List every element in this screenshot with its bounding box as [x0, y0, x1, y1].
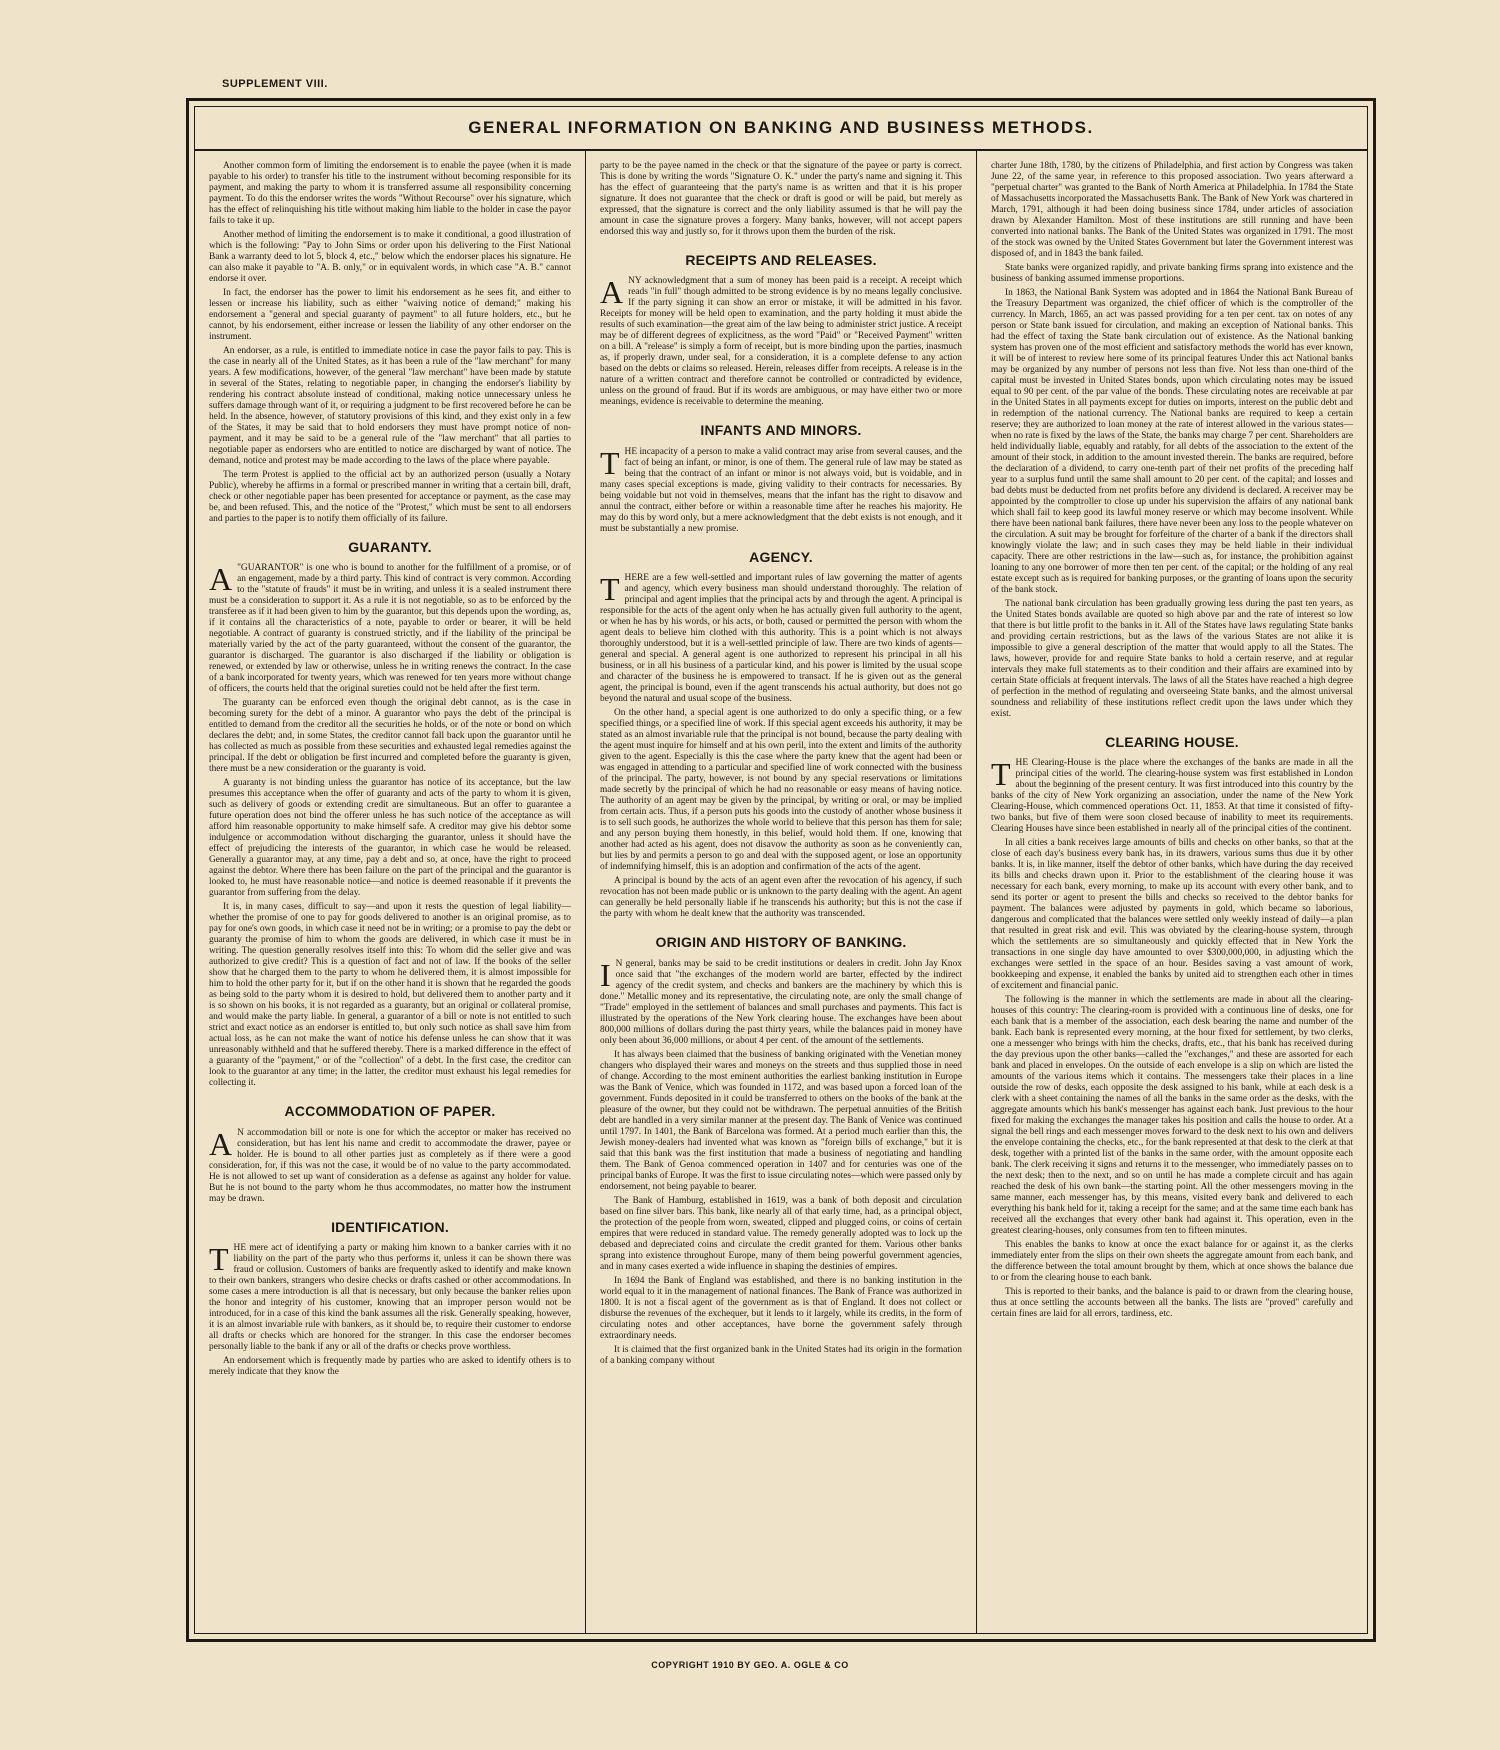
paragraph [209, 1243, 571, 1353]
supplement-label: SUPPLEMENT VIII. [222, 78, 328, 90]
paragraph: It is claimed that the first organized bank in the United States had its origin in the formation of a banking company without [600, 1344, 962, 1366]
paragraph-text: HE Clearing-House is the place where the exchanges of the banks are made in all the principal cities of the world. The clearing-house system was first established in London about the beginning of the present century. It was first introduced into this country by the banks of the city of New York organizing an association, under the name of the New York Clearing-House, which commenced operations Oct. 11, 1853. At that time it consisted of fifty-two banks, but five of them were soon closed because of inability to meet its requirements. Clearing Houses have since been established in nearly all of the principal cities of the continent. [991, 758, 1353, 835]
drop-cap: T [600, 444, 620, 481]
paragraph: party to be the payee named in the check or that the signature of the payee or party is correct. This is done by writing the words "Signature O. K." under the party's name and signing it. This has the effect of guaranteeing that the party's name is as written and that it is his proper signature. It does not guarantee that the check or draft is good or will be paid, but merely as expressed, that the signature is correct and the only liability assumed is that he will pay the amount in case the signature proves a forgery. Many banks, however, will not accept papers endorsed this way and justly so, for it throws upon them the burden of the risk. [600, 161, 962, 237]
paragraph: An endorser, as a rule, is entitled to immediate notice in case the payor fails to pay. This is the case in nearly all of the United States, as it has been a rule of the "law merchant" for many years. A few modifications, however, of the general "law merchant" have been made by statute in several of the States, relating to negotiable paper, in changing the endorser's liability by rendering his contract absolute instead of conditional, making notice unnecessary unless he suffers damage through want of it, or requiring a judgment to be first recovered before he can be held. In the absence, however, of statutory provisions of this kind, and they exist only in a few of the States, it may be said that to hold endorsers they must have prompt notice of non-payment, and it may be said to be a general rule of the "law merchant" that all parties to negotiable paper as endorsers who are entitled to notice are discharged by want of notice. The demand, notice and protest may be made according to the laws of the place where payable. [209, 346, 571, 466]
paragraph: In all cities a bank receives large amounts of bills and checks on other banks, so that at the close of each day's business every bank has, in its drawers, various sums thus due it by other banks. It is, in like manner, itself the debtor of other banks, which have during the day received its bills and checks drawn upon it. Prior to the establishment of the clearing house it was necessary for each bank, every morning, to make up its account with every other bank, and to send its porter or agent to present the bills and checks so received to the debtor banks for payment. The balances were adjusted by payments in gold, which became so laborious, dangerous and complicated that the balances were settled only weekly instead of daily—a plan that resulted in great risk and evil. This was obviated by the clearing-house system, through which the settlements are so simultaneously and quickly effected that in New York the transactions in one single day have amounted to over $300,000,000, in adjusting which the exchanges were settled in the space of an hour. Besides saving a vast amount of work, bookkeeping and expense, it enabled the banks by united aid to strengthen each other in times of excitement and financial panic. [991, 838, 1353, 992]
column-2 [585, 151, 976, 1633]
copyright-notice: COPYRIGHT 1910 BY GEO. A. OGLE & CO [651, 1660, 849, 1670]
section-heading-accommodation: ACCOMMODATION OF PAPER. [284, 1103, 496, 1120]
paragraph: The following is the manner in which the settlements are made in about all the clearing-houses of this country: The clearing-room is provided with a continuous line of desks, one for each bank that is a member of the association, each desk bearing the name and number of the bank. Each bank is represented every morning, at the hour fixed for settlement, by two clerks, one a messenger who brings with him the checks, drafts, etc., that his bank has received during the day previous upon the other banks—called the "exchanges," and these are assorted for each bank and placed in envelopes. On the outside of each envelope is a slip on which are listed the amounts of the various items which it contains. The messengers take their places in a line outside the row of desks, each opposite the desk assigned to his bank, while at each desk is a clerk with a sheet containing the names of all the banks in the same order as the desks, with the aggregate amounts which his bank's messenger has against each bank. Just previous to the hour fixed for making the exchanges the manager takes his position and calls the house to order. At a signal the bell rings and each messenger moves forward to the desk next to his own and delivers the envelope containing the checks, etc., for the bank represented at that desk to the clerk at that desk, together with a printed list of the banks in the same order, with the amount opposite each bank. The clerk receiving it signs and returns it to the messenger, who immediately passes on to the next desk; then to the next, and so on until he has made a complete circuit and has again reached the desk of his own bank—the starting point. All the other messengers moving in the same manner, each messenger has, by this means, visited every bank and delivered to each everything his bank held for it, taking a receipt for the same; and at the same time each bank has received all the exchanges that every other bank had against it. This operation, even in the greatest clearing-houses, only consumes from ten to fifteen minutes. [991, 995, 1353, 1237]
paragraph [600, 444, 962, 535]
paragraph: A guaranty is not binding unless the guarantor has notice of its acceptance, but the law presumes this acceptance when the offer of guaranty and acts of the party to whom it is given, such as delivery of goods or extending credit are simultaneous. But an offer to guarantee a future operation does not bind the offerer unless he has such notice of the acceptance as will afford him reasonable opportunity to make himself safe. A creditor may give his debtor some indulgence or accommodation without discharging the guarantor, unless it should have the effect of prejudicing the interests of the guarantor, in which case he would be released. Generally a guarantor may, at any time, pay a debt and so, at once, have the right to proceed against the debtor. Where there has been failure on the part of the principal and the guarantor is looked to, he must have reasonable notice—and notice is deemed reasonable if it prevents the guarantor from suffering from the delay. [209, 778, 571, 899]
section-heading-agency: AGENCY. [749, 548, 813, 565]
drop-cap: A [209, 1125, 233, 1162]
paragraph: Another common form of limiting the endorsement is to enable the payee (when it is made payable to his order) to transfer his title to the instrument without becoming responsible for its payment, and making the party to whom it is transferred assume all responsibility concerning payment. To do this the endorser writes the words "Without Recourse" over his signature, which has the effect of relinquishing his title without making him liable to the holder in case the payor fails to take it up. [209, 161, 571, 226]
paragraph: charter June 18th, 1780, by the citizens of Philadelphia, and first action by Congress was taken June 22, of the same year, in reference to this proposed association. Two years afterward a "perpetual charter" was granted to the Bank of North America at Philadelphia. In 1784 the State of Massachusetts incorporated the Massachusetts Bank. The Bank of New York was chartered in March, 1791, although it had been doing business since 1784, under articles of association drawn by Alexander Hamilton. Most of these institutions are still running and have been converted into national banks. The Bank of the United States was organized in 1791. The most of the stock was owned by the United States Government but later the Government interest was disposed of, and in 1843 the bank failed. [991, 161, 1353, 259]
section-heading-identification: IDENTIFICATION. [331, 1218, 449, 1235]
paragraph-text: HE mere act of identifying a party or making him known to a banker carries with it no liability on the part of the party who thus performs it, unless it can be shown there was fraud or collusion. Customers of banks are frequently asked to identify and make known to their own bankers, strangers who desire checks or drafts cashed or other accommodations. In some cases a mere introduction is all that is necessary, but only because the banker relies upon the honor and integrity of his customer, knowing that an improper person would not be introduced, for in a case of this kind the bank assumes all the risk. Generally speaking, however, it is an almost invariable rule with bankers, as it should be, to require their customer to endorse all drafts or checks which are honored for the stranger. In this case the endorser becomes personally liable to the bank if any or all of the drafts or checks prove worthless. [209, 1243, 571, 1353]
page-frame-inner [194, 106, 1368, 1634]
paragraph [600, 276, 962, 408]
paragraph-text: N general, banks may be said to be credit institutions or dealers in credit. John Jay Knox once said that "the exchanges of the modern world are barter, effected by the indirect agency of the credit system, and checks and bankers are the machinery by which this is done." Metallic money and its representative, the circulating note, are only the small change of "Trade" employed in the settlement of balances and small purchases and payments. This fact is illustrated by the operations of the New York clearing house. The exchanges have been about 800,000 millions of dollars during the past thirty years, while the balances paid in money have only been about 36,000 millions, or about 4 per cent. of the amount of the settlements. [600, 958, 962, 1046]
paragraph: The Bank of Hamburg, established in 1619, was a bank of both deposit and circulation based on fine silver bars. This bank, like nearly all of that early time, had, as a principal object, the protection of the people from worn, sweated, clipped and plugged coins, or coins of certain empires that were reduced in standard value. The remedy generally adopted was to lock up the debased and depreciated coins and circulate the credit granted for them. Various other banks sprang into existence throughout Europe, many of them being powerful government agencies, and in many cases exerted a wide influence in shaping the destinies of empires. [600, 1195, 962, 1272]
paragraph [209, 1125, 571, 1205]
paragraph: It is, in many cases, difficult to say—and upon it rests the question of legal liability—whether the promise of one to pay for goods delivered to another is an original promise, as to pay for one's own goods, in which case it need not be in writing; or a promise to pay the debt or guaranty the promise of him to whom the goods are delivered, in which case it must be in writing. The question generally resolves itself into this: To whom did the seller give and was authorized to give credit? This is a question of fact and not of law. If the books of the seller show that he charged them to the party to whom he delivered them, it is almost impossible for him to hold the other party for it, but if on the other hand it is shown that he regarded the goods as being sold to the party whom it is desired to hold, but delivered them to another party and it is so shown on his books, it is not regarded as a guaranty, but an original or collateral promise, and would make the party liable. In general, a guarantor of a bill or note is not entitled to such strict and exact notice as an endorser is entitled to, but only such notice as shall save him from actual loss, as he can not make the want of notice his defense unless he can show that it was unreasonably withheld and that he suffered thereby. There is a marked difference in the effect of a guaranty of the "payment," or of the "collection" of a debt. In the first case, the creditor can look to the guarantor at any time; in the latter, the creditor must exhaust his legal remedies for collecting it. [209, 902, 571, 1089]
paragraph-text: HERE are a few well-settled and important rules of law governing the matter of agents and agency, which every business man should understand thoroughly. The relation of principal and agent implies that the principal acts by and through the agent. A principal is responsible for the acts of the agent only when he has actually given full authority to the agent, or when he has by his words, or his acts, or both, caused or permitted the person with whom the agent deals to believe him clothed with this authority. This is a point which is not always thoroughly understood, but it is a well-settled principle of law. There are two kinds of agents—general and special. A general agent is one authorized to represent his principal in all his business, or in all his business of a particular kind, and his power is limited by the usual scope and character of the business he is empowered to transact. If he is given out as the general agent, the principal is bound, even if the agent transcends his actual authority, but does not go beyond the natural and usual scope of the business. [600, 573, 962, 705]
paragraph-text: "GUARANTOR" is one who is bound to another for the fulfillment of a promise, or of an engagement, made by a third party. This kind of contract is very common. According to the "statute of frauds" it must be in writing, and unless it is a sealed instrument there must be a consideration to support it. As a rule it is not negotiable, so as to be enforced by the transferee as if it had been given to him by the guarantor, but this depends upon the wording, as, if it contains all the characteristics of a note, payable to order or bearer, it will be held negotiable. A contract of guaranty is construed strictly, and if the liability of the principal be materially varied by the act of the party guaranteed, without the consent of the guarantor, the guarantor is discharged. The guarantor is also discharged if the liability or obligation is renewed, or extended by law or otherwise, unless he in writing renews the contract. In the case of a bank incorporated for twenty years, which was renewed for ten years more without change of officers, the courts held that the original sureties could not be held after the first term. [209, 563, 571, 695]
drop-cap: A [209, 561, 233, 598]
section-heading-infants: INFANTS AND MINORS. [700, 422, 862, 439]
paragraph-text: HE incapacity of a person to make a valid contract may arise from several causes, and the fact of being an infant, or minor, is one of them. The general rule of law may be stated as being that the contract of an infant or minor is not always void, but is voidable, and in many cases special exceptions is made, giving validity to their contracts for necessaries. By being voidable but not void in themselves, means that the infant has the right to disavow and annul the contract, either before or within a reasonable time after he reaches his majority. He may do this by word only, but a mere acknowledgment that the debt exists is not enough, and it must be substantially a new promise. [600, 446, 962, 534]
column-1 [195, 151, 585, 1633]
paragraph [209, 563, 571, 695]
paragraph [600, 573, 962, 705]
paragraph: The term Protest is applied to the official act by an authorized person (usually a Notary Public), whereby he affirms in a formal or prescribed manner in writing that a certain bill, draft, check or other negotiable paper has been presented for acceptance or payment, as the case may be, and been refused. This, and the notice of the "Protest," which must be sent to all endorsers and parties to the paper is to notify them officially of its failure. [209, 470, 571, 524]
page-frame [186, 98, 1376, 1642]
paragraph [991, 758, 1353, 835]
section-heading-clearing-house: CLEARING HOUSE. [1105, 734, 1239, 750]
drop-cap: T [600, 571, 620, 608]
drop-cap: T [209, 1241, 229, 1278]
drop-cap: A [600, 274, 624, 311]
paragraph: State banks were organized rapidly, and private banking firms sprang into existence and the business of banking assumed immense proportions. [991, 263, 1353, 284]
section-heading-origin: ORIGIN AND HISTORY OF BANKING. [655, 934, 907, 951]
paragraph: It has always been claimed that the business of banking originated with the Venetian money changers who displayed their wares and moneys on the streets and thus supplied those in need of change. According to the most eminent authorities the earliest banking institution in Europe was the Bank of Venice, which was founded in 1172, and was based upon a forced loan of the government. Funds deposited in it could be transferred to others on the books of the bank at the pleasure of the owner, but they could not be withdrawn. The perpetual annuities of the British debt are handled in a very similar manner at the present day. The Bank of Venice was continued until 1797. In 1401, the Bank of Barcelona was formed. At a period much earlier than this, the Jewish money-dealers had invented what was known as "foreign bills of exchange," but it is said that this bank was the first institution that made a business of negotiating and handling them. The Bank of Genoa commenced operation in 1407 and for centuries was one of the principal banks of Europe. It was the first to issue circulating notes—which were passed only by endorsement, not being payable to bearer. [600, 1049, 962, 1192]
paragraph: In fact, the endorser has the power to limit his endorsement as he sees fit, and either to lessen or increase his liability, such as either "waiving notice of demand;" making his endorsement a "general and special guaranty of payment" to all future holders, etc., but he cannot, by his endorsement, either increase or lessen the liability of any other endorser on the instrument. [209, 288, 571, 342]
paragraph: The national bank circulation has been gradually growing less during the past ten years, as the United States bonds available are quoted so high above par and the rate of interest so low that there is but little profit to the banks in it. All of the States have laws regulating State banks and providing certain restrictions, but as the laws of the various States are not alike it is impossible to give a general description of the matter that would apply to all the States. The laws, however, provide for and require State banks to hold a certain reserve, and at regular intervals they make full statements as to their condition and their affairs are examined into by certain State officials at frequent intervals. The laws of all the States have reached a high degree of perfection in the method of regulating and overseeing State banks, and the almost universal soundness and reliability of these institutions reflect credit upon the laws under which they exist. [991, 599, 1353, 719]
page-title: GENERAL INFORMATION ON BANKING AND BUSINESS METHODS. [468, 118, 1094, 137]
drop-cap: I [600, 956, 611, 993]
page-header [195, 107, 1367, 151]
drop-cap: T [991, 756, 1011, 793]
section-heading-guaranty: GUARANTY. [348, 539, 432, 555]
paragraph: This enables the banks to know at once the exact balance for or against it, as the clerks immediately enter from the slips on their own sheets the aggregate amount from each bank, and the difference between the total amount brought by them, which at once shows the balance due to or from the clearing house to each bank. [991, 1240, 1353, 1284]
paragraph: In 1694 the Bank of England was established, and there is no banking institution in the world equal to it in the management of national finances. The Bank of France was authorized in 1800. It is not a fiscal agent of the government as is that of England. It does not collect or disburse the revenues of the exchequer, but it lends to it largely, while its credits, in the form of circulating notes and other acceptances, have borne the government safely through extraordinary needs. [600, 1275, 962, 1341]
paragraph: In 1863, the National Bank System was adopted and in 1864 the National Bank Bureau of the Treasury Department was organized, the chief officer of which is the comptroller of the currency. In March, 1865, an act was passed providing for a ten per cent. tax on notes of any person or State bank issued for circulation, and making an exception of National banks. This had the effect of taxing the State bank circulation out of existence. As the National banking system has proven one of the most efficient and satisfactory methods the world has ever known, it will be of interest to review here some of its principal features Under this act National banks may be organized by any number of persons not less than five. Not less than one-third of the capital must be invested in United States bonds, upon which circulating notes may be issued equal to 90 per cent. of the par value of the bonds. These circulating notes are receivable at par in the United States in all payments except for duties on imports, interest on the public debt and in redemption of the national currency. The National banks are required to keep a certain reserve; they are authorized to loan money at the rate of interest allowed in the various states—when no rate is fixed by the laws of the State, the banks may charge 7 per cent. Shareholders are held individually liable, equably and ratably, for all debts of the association to the extent of the amount of their stock, in addition to the amount invested therein. The banks are required, before the declaration of a dividend, to carry one-tenth part of their net profits of the preceding half year to a surplus fund until the same shall amount to 20 per cent. of the capital; and losses and bad debts must be deducted from net profits before any dividend is declared. A receiver may be appointed by the comptroller to close up under his supervision the affairs of any national bank which shall fail to keep good its lawful money reserve or which may become insolvent. While there have been national bank failures, there have never been any loss to the people whatever on the circulation. A suit may be brought for forfeiture of the charter of a bank if the directors shall knowingly violate the law; and in such cases they may be held liable in their individual capacity. There are other restrictions in the law—such as, for instance, the prohibition against loaning to any one borrower of more then ten per cent. of the capital; or the holding of any real estate except such as is required for banking purposes, or the granting of loans upon the security of the bank stock. [991, 288, 1353, 595]
paragraph: A principal is bound by the acts of an agent even after the revocation of his agency, if such revocation has not been made public or is unknown to the party dealing with the agent. An agent can generally be held personally liable if he transcends his authority; but this is not the case if the party with whom he dealt knew that the authority was transcended. [600, 876, 962, 920]
paragraph: On the other hand, a special agent is one authorized to do only a specific thing, or a few specified things, or a specified line of work. If this special agent exceeds his authority, it may be stated as an almost invariable rule that the principal is not bound, because the party dealing with the agent must inquire for himself and at his own peril, into the extent and limits of the authority given to the agent. Especially is this the case where the party knew that the agent had been or was engaged in attending to a particular and specified line of work connected with the business of the principal. The party, however, is not bound by any special reservations or limitations made secretly by the principal of which he had no reasonable or easy means of having notice. The authority of an agent may be given by the principal, by writing or oral, or may be implied from certain acts. Thus, if a person puts his goods into the custody of another whose business it is to sell such goods, he authorizes the whole world to believe that this person has them for sale; and any person buying them honestly, in this belief, would hold them. If one, knowing that another had acted as his agent, does not disavow the authority as soon as he conveniently can, but lies by and permits a person to go and deal with the supposed agent, or lose an opportunity of indemnifying himself, this is an adoption and confirmation of the acts of the agent. [600, 708, 962, 873]
paragraph-text: N accommodation bill or note is one for which the acceptor or maker has received no consideration, but has lent his name and credit to accommodate the drawer, payee or holder. He is bound to all other parties just as completely as if there were a good consideration, for, if this was not the case, it would be of no value to the party accommodated. He is not allowed to set up want of consideration as a defense as against any holder for value. But he is not bound to the party whom he thus accommodates, no matter how the instrument may be drawn. [209, 1127, 571, 1204]
paragraph: Another method of limiting the endorsement is to make it conditional, a good illustration of which is the following: "Pay to John Sims or order upon his delivering to the First National Bank a warranty deed to lot 5, block 4, etc.," below which the endorser places his signature. He can also make it payable to "A. B. only," or in equivalent words, in which case "A. B." cannot endorse it over. [209, 230, 571, 284]
paragraph [600, 956, 962, 1047]
paragraph: An endorsement which is frequently made by parties who are asked to identify others is to merely indicate that they know the [209, 1356, 571, 1378]
paragraph: This is reported to their banks, and the balance is paid to or drawn from the clearing house, thus at once settling the accounts between all the banks. The lists are "proved" carefully and certain fines are laid for all errors, tardiness, etc. [991, 1287, 1353, 1320]
section-heading-receipts: RECEIPTS AND RELEASES. [685, 252, 877, 268]
columns [195, 151, 1367, 1633]
paragraph: The guaranty can be enforced even though the original debt cannot, as is the case in becoming surety for the debt of a minor. A guarantor who pays the debt of the principal is entitled to demand from the creditor all the securities he holds, or of the note or bond on which declares the debt; and, in some States, the creditor cannot fall back upon the guarantor until he has collected as much as possible from these securities and exhausted legal remedies against the principal. If the debt or obligation be first incurred and completed before the guaranty is given, there must be a new consideration or the guaranty is void. [209, 698, 571, 775]
column-3 [976, 151, 1367, 1633]
paragraph-text: NY acknowledgment that a sum of money has been paid is a receipt. A receipt which reads "in full" though admitted to be strong evidence is by no means legally conclusive. If the party signing it can show an error or mistake, it will be admitted in his favor. Receipts for money will be held open to examination, and the party holding it must abide the results of such examination—the great aim of the law being to administer strict justice. A receipt may be of different degrees of explicitness, as the word "Paid" or "Received Payment" written on a bill. A "release" is simply a form of receipt, but is more binding upon the parties, inasmuch as, if properly drawn, under seal, for a consideration, it is a complete defense to any action based on the debts or claims so released. Herein, releases differ from receipts. A release is in the nature of a written contract and therefore cannot be controlled or contradicted by evidence, unless on the ground of fraud. But if its words are ambiguous, or may have either two or more meanings, evidence is receivable to determine the meaning. [600, 276, 962, 408]
